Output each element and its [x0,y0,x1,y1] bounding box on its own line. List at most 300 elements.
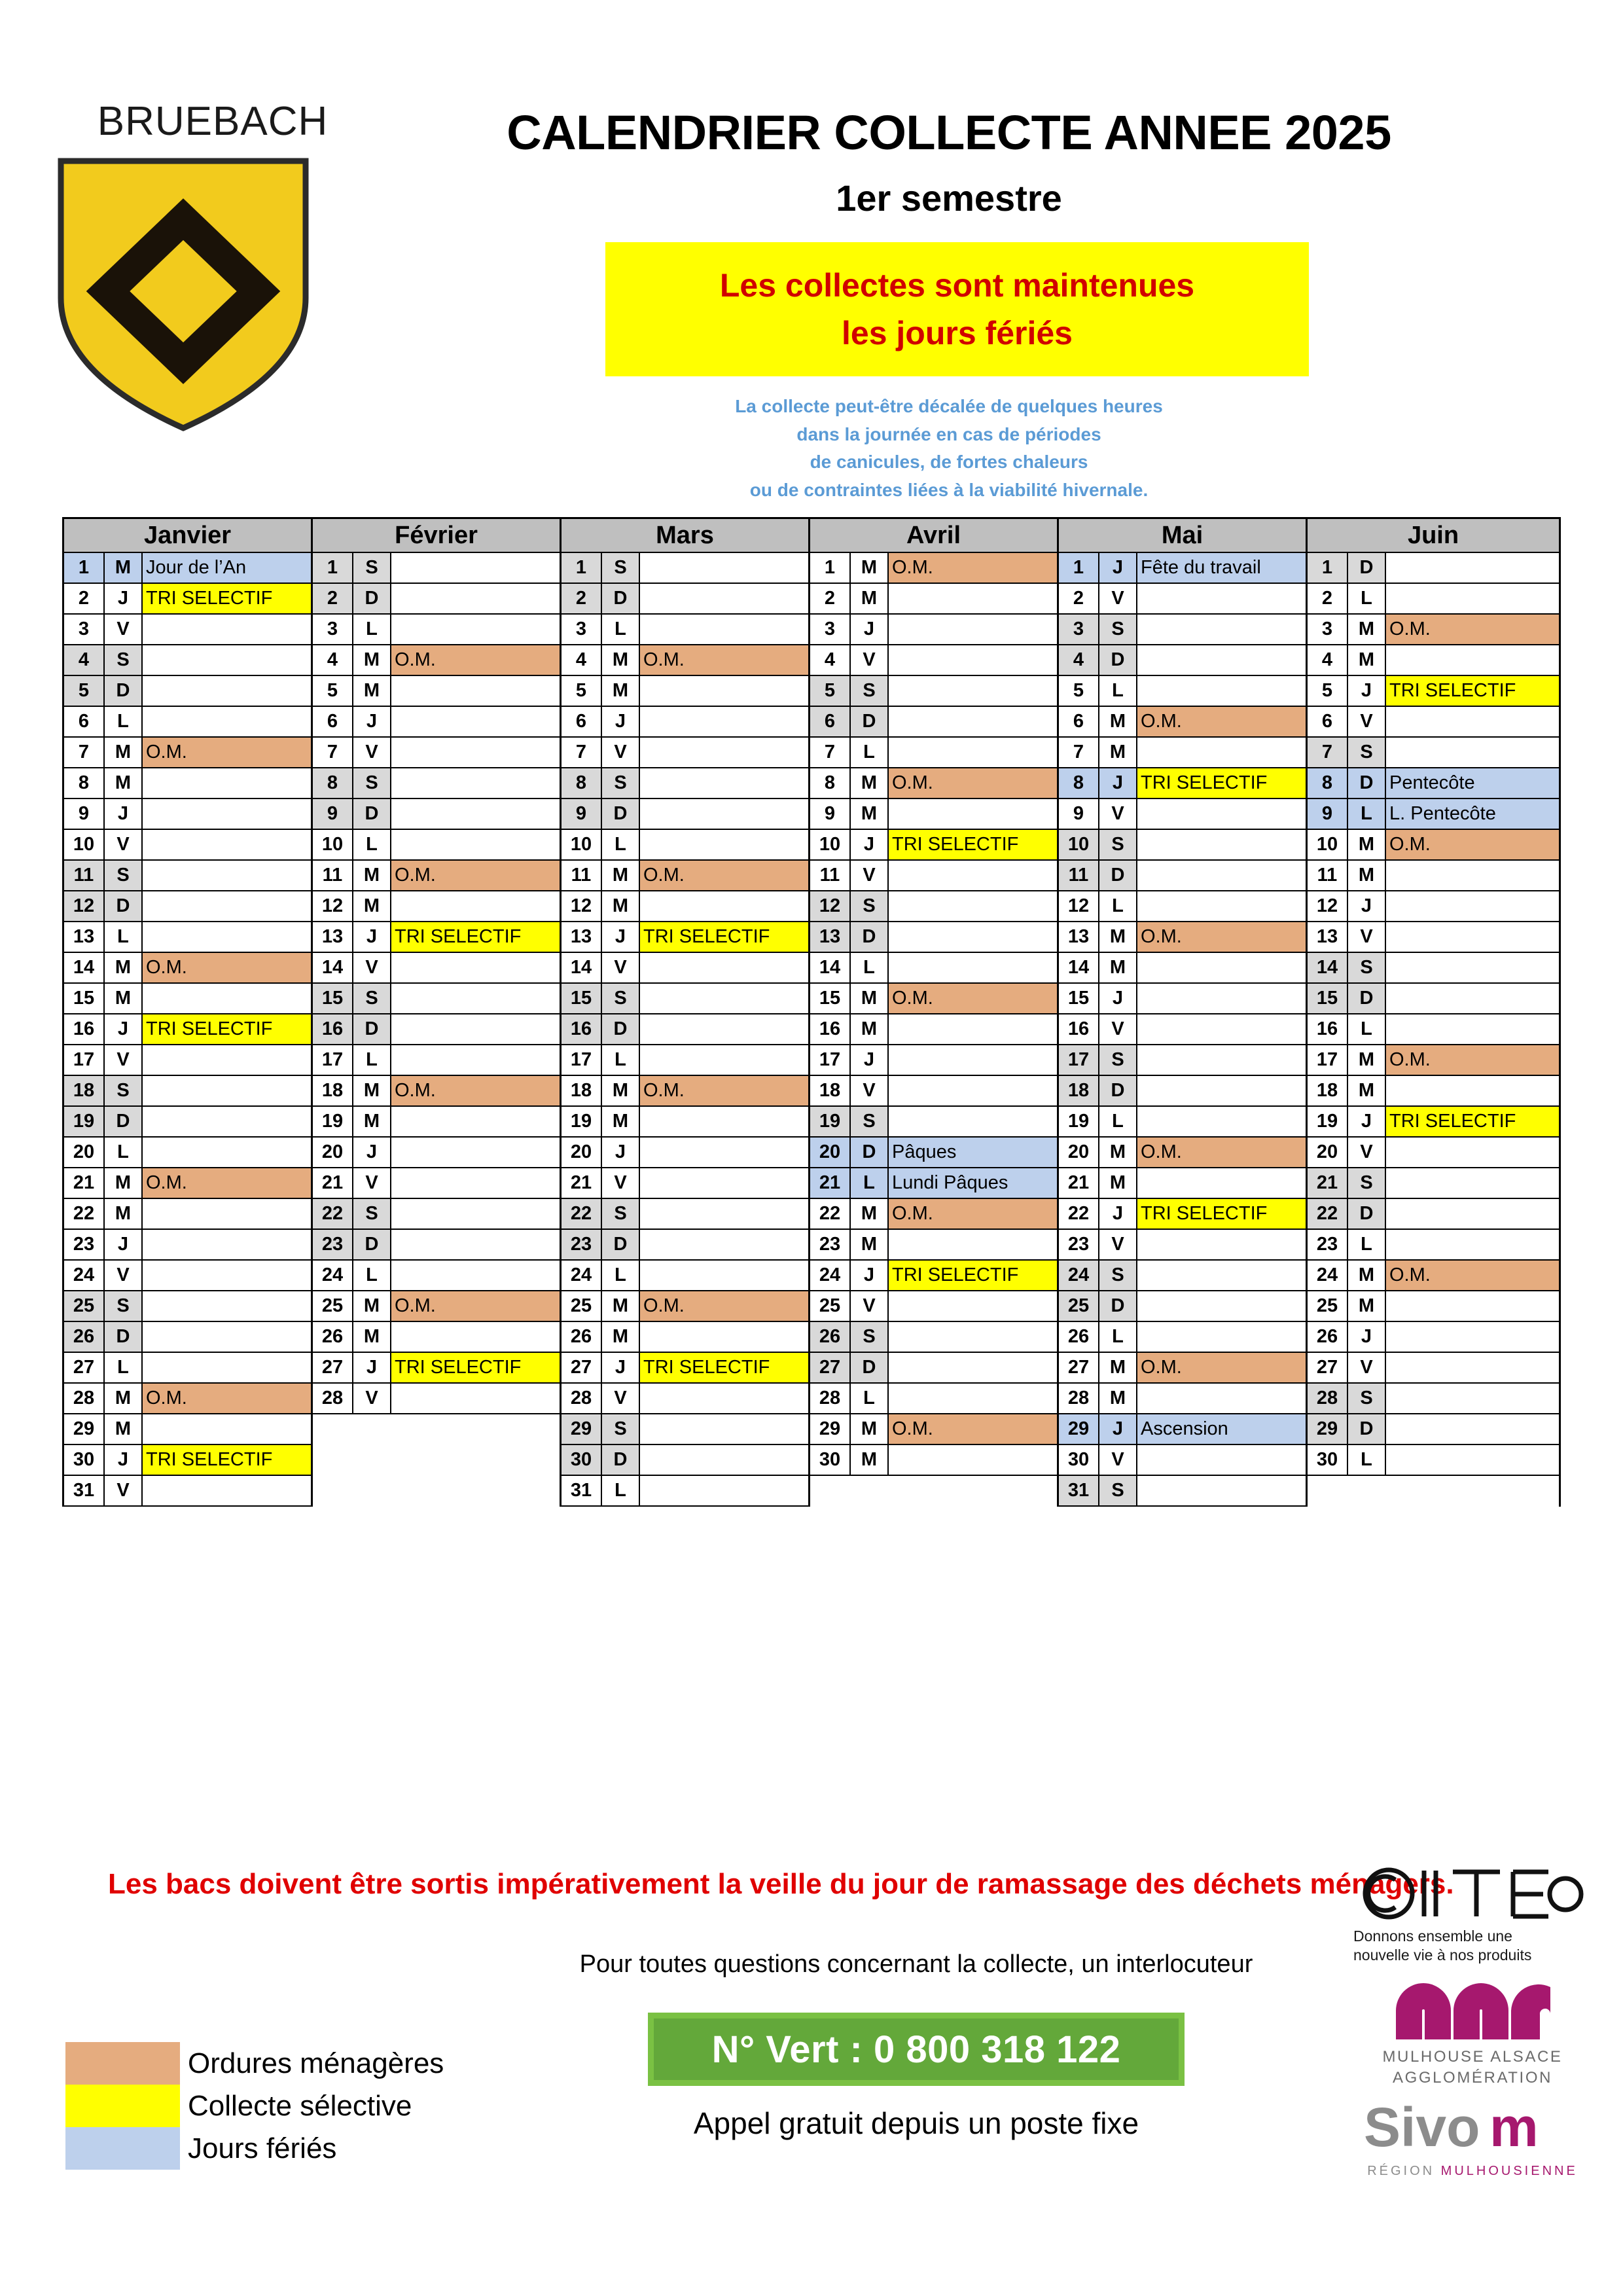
day-event: O.M. [143,738,311,767]
day-row [810,645,1057,676]
day-number: 26 [1059,1322,1099,1352]
day-of-week: M [353,1076,391,1105]
day-event [889,1045,1057,1075]
day-row [1308,645,1559,676]
day-number: 24 [313,1261,353,1290]
day-of-week: L [602,1261,640,1290]
day-number: 15 [64,984,105,1013]
day-of-week: M [105,984,143,1013]
day-row [1308,1076,1559,1107]
day-row [1308,768,1559,799]
day-event [889,1107,1057,1136]
day-event: Pâques [889,1138,1057,1167]
day-event [143,891,311,921]
day-row [313,1353,560,1384]
day-row [1059,1476,1306,1507]
legend-label: Jours fériés [188,2132,337,2164]
day-of-week: S [851,1322,889,1352]
day-row [1059,830,1306,861]
day-of-week: D [353,1230,391,1259]
month-header: Février [313,519,560,553]
day-of-week: L [1099,1107,1137,1136]
green-number-box[interactable] [648,2013,1185,2086]
day-number: 3 [810,615,851,644]
day-row [313,768,560,799]
day-number: 16 [1059,1014,1099,1044]
day-number: 22 [562,1199,602,1229]
day-row [313,953,560,984]
day-of-week: D [1099,645,1137,675]
sivom-mulhousienne: MULHOUSIENNE [1440,2164,1578,2179]
day-row [313,799,560,830]
day-row [64,1322,311,1353]
day-of-week: J [1099,768,1137,798]
month-header: Janvier [64,519,311,553]
day-of-week: M [602,861,640,890]
day-number: 30 [64,1445,105,1475]
day-row [1059,645,1306,676]
day-event [1386,1291,1559,1321]
day-event [391,891,560,921]
day-number: 9 [1059,799,1099,829]
day-of-week: M [602,645,640,675]
day-row [1059,861,1306,891]
day-number: 11 [313,861,353,890]
day-event: O.M. [1386,830,1559,859]
month-header: Juin [1308,519,1559,553]
legend-row [65,2042,563,2085]
day-row [1308,922,1559,953]
day-number: 1 [313,553,353,583]
day-of-week: S [602,553,640,583]
day-of-week: V [105,830,143,859]
day-number: 22 [313,1199,353,1229]
day-number: 26 [313,1322,353,1352]
day-event: O.M. [1386,1045,1559,1075]
day-event [889,1014,1057,1044]
day-row [1308,1261,1559,1291]
empty-row [810,1476,1057,1507]
day-row [313,861,560,891]
day-event [889,676,1057,706]
day-event [1386,645,1559,675]
day-event: Jour de l’An [143,553,311,583]
day-of-week: M [602,1076,640,1105]
day-number: 20 [1308,1138,1348,1167]
day-event [889,861,1057,890]
day-number: 5 [810,676,851,706]
day-event [1386,1168,1559,1198]
day-event [391,1168,560,1198]
day-number: 25 [562,1291,602,1321]
day-of-week: S [602,984,640,1013]
day-of-week: M [851,1230,889,1259]
day-of-week: M [353,1322,391,1352]
day-event: TRI SELECTIF [640,1353,808,1382]
day-event [391,1107,560,1136]
day-of-week: S [1099,1045,1137,1075]
day-row [64,953,311,984]
day-of-week: L [851,1384,889,1413]
day-of-week: D [105,1322,143,1352]
day-row [64,1107,311,1138]
day-number: 23 [810,1230,851,1259]
day-of-week: M [851,1199,889,1229]
day-number [313,1476,353,1507]
day-row [64,830,311,861]
day-number: 2 [562,584,602,613]
day-row [313,645,560,676]
day-event [640,1045,808,1075]
day-row [64,799,311,830]
day-event [889,1353,1057,1382]
day-event [640,1414,808,1444]
day-number: 14 [64,953,105,982]
legend-label: Collecte sélective [188,2089,412,2122]
day-number: 23 [1308,1230,1348,1259]
day-of-week: M [602,676,640,706]
day-event [889,1322,1057,1352]
day-number: 8 [1059,768,1099,798]
day-number: 1 [1308,553,1348,583]
day-row [562,1414,808,1445]
day-row [810,984,1057,1014]
day-of-week: L [1348,799,1386,829]
day-of-week: J [1348,676,1386,706]
sivom-wordmark [1361,2096,1584,2159]
day-event [1137,738,1306,767]
day-number: 18 [64,1076,105,1105]
day-number: 13 [1308,922,1348,952]
day-row [562,1445,808,1476]
day-number: 30 [1059,1445,1099,1475]
day-event [391,738,560,767]
day-event [1386,891,1559,921]
day-row [1308,1353,1559,1384]
day-number: 31 [64,1476,105,1505]
day-event [1386,984,1559,1013]
day-row [810,1076,1057,1107]
day-of-week: V [602,738,640,767]
day-row [1059,891,1306,922]
heatwave-note-line-1: La collecte peut-être décalée de quelques heures [735,396,1163,416]
day-of-week: V [1099,1445,1137,1475]
contact-line: Pour toutes questions concernant la collecte, un interlocuteur [579,1950,1253,1978]
day-row [810,861,1057,891]
day-event [1137,984,1306,1013]
day-number: 29 [1059,1414,1099,1444]
day-of-week: D [353,799,391,829]
day-of-week: M [1099,953,1137,982]
day-of-week: J [105,1445,143,1475]
day-number: 14 [1059,953,1099,982]
day-row [1308,1414,1559,1445]
day-number: 26 [562,1322,602,1352]
day-number [1308,1476,1348,1507]
day-of-week: S [353,984,391,1013]
day-row [313,1014,560,1045]
day-row [1308,891,1559,922]
day-of-week: S [851,1107,889,1136]
day-row [562,984,808,1014]
day-number: 13 [562,922,602,952]
day-row [64,891,311,922]
day-event [1386,738,1559,767]
day-row [1308,1107,1559,1138]
day-row [562,891,808,922]
day-event [1137,1261,1306,1290]
day-event [391,615,560,644]
day-of-week: M [105,738,143,767]
day-event [143,830,311,859]
day-number: 14 [1308,953,1348,982]
day-number: 19 [810,1107,851,1136]
day-of-week [353,1414,391,1445]
m2a-logo [1348,1981,1597,2089]
day-row [810,584,1057,615]
day-event [391,707,560,736]
day-event [1386,1076,1559,1105]
day-event [640,1322,808,1352]
day-of-week: M [851,553,889,583]
day-number: 29 [64,1414,105,1444]
banner-line-2: les jours fériés [842,314,1073,351]
day-event [1386,953,1559,982]
day-event [1386,584,1559,613]
day-event [889,738,1057,767]
day-number: 11 [810,861,851,890]
day-of-week: J [1099,1199,1137,1229]
day-of-week: M [1348,830,1386,859]
day-of-week: L [602,830,640,859]
day-number: 16 [810,1014,851,1044]
m2a-name-line-1: MULHOUSE ALSACE [1382,2047,1563,2066]
day-row [1308,861,1559,891]
day-row [313,984,560,1014]
heatwave-note [458,393,1440,504]
day-number: 9 [562,799,602,829]
day-event: O.M. [1137,922,1306,952]
day-row [810,768,1057,799]
day-row [1308,584,1559,615]
day-event [143,1476,311,1505]
day-number: 24 [1059,1261,1099,1290]
day-number: 30 [1308,1445,1348,1475]
day-number: 6 [810,707,851,736]
day-of-week [353,1445,391,1476]
bruebach-coat-of-arms [56,157,311,432]
day-row [64,1014,311,1045]
day-event: O.M. [1137,1353,1306,1382]
day-of-week: M [851,768,889,798]
day-number: 21 [1308,1168,1348,1198]
day-number: 10 [64,830,105,859]
day-event [143,1076,311,1105]
day-event [143,1353,311,1382]
day-row [810,1168,1057,1199]
day-number: 24 [64,1261,105,1290]
day-number: 10 [1308,830,1348,859]
day-event [391,1322,560,1352]
day-event [143,1138,311,1167]
day-row [313,676,560,707]
day-row [562,584,808,615]
day-event [1137,1445,1306,1475]
m2a-arch-mark [1391,1981,1554,2041]
day-row [64,1168,311,1199]
day-event [889,1445,1057,1475]
day-of-week: S [851,676,889,706]
day-number [810,1476,851,1507]
day-event: O.M. [143,1168,311,1198]
day-row [1308,738,1559,768]
day-event [143,1291,311,1321]
day-number: 15 [810,984,851,1013]
day-row [313,584,560,615]
day-row [810,799,1057,830]
day-of-week: M [353,861,391,890]
day-number: 7 [810,738,851,767]
day-number: 22 [810,1199,851,1229]
day-event [1137,1107,1306,1136]
day-number: 4 [1059,645,1099,675]
day-event [143,645,311,675]
sivom-logo [1348,2096,1597,2179]
day-number: 12 [64,891,105,921]
day-row [1059,1230,1306,1261]
day-number: 28 [1059,1384,1099,1413]
day-of-week: J [1099,984,1137,1013]
day-number: 20 [1059,1138,1099,1167]
day-number: 24 [1308,1261,1348,1290]
day-of-week: D [1348,984,1386,1013]
day-number: 6 [1059,707,1099,736]
page-header [0,0,1623,517]
day-row [562,645,808,676]
day-row [1308,553,1559,584]
day-number: 17 [313,1045,353,1075]
collection-calendar [62,517,1561,1507]
day-event: O.M. [1137,1138,1306,1167]
day-number: 29 [562,1414,602,1444]
day-row [64,1045,311,1076]
day-of-week: V [1099,1014,1137,1044]
day-row [562,1322,808,1353]
day-row [562,953,808,984]
day-event [1386,1353,1559,1382]
day-number: 31 [1059,1476,1099,1505]
day-event [391,1138,560,1167]
day-event [1386,1384,1559,1413]
day-event [889,799,1057,829]
day-number: 19 [64,1107,105,1136]
day-row [1308,1168,1559,1199]
day-number: 17 [1308,1045,1348,1075]
day-of-week: J [105,799,143,829]
day-of-week: D [602,1014,640,1044]
day-of-week: M [105,1168,143,1198]
day-event [889,1230,1057,1259]
day-number: 28 [562,1384,602,1413]
day-of-week: M [1348,1261,1386,1290]
day-row [562,922,808,953]
day-number: 26 [64,1322,105,1352]
day-row [1308,1291,1559,1322]
day-of-week: M [1099,738,1137,767]
day-of-week: J [353,707,391,736]
day-row [562,1014,808,1045]
phone-number[interactable]: N° Vert : 0 800 318 122 [654,2018,1179,2080]
day-of-week: L [105,707,143,736]
day-event [391,799,560,829]
day-event [640,615,808,644]
day-of-week: V [602,1168,640,1198]
day-number: 8 [1308,768,1348,798]
day-event [889,707,1057,736]
day-event [143,1322,311,1352]
day-row [810,830,1057,861]
day-event [391,1476,560,1507]
day-event [1137,799,1306,829]
day-row [1059,1138,1306,1168]
day-number: 22 [64,1199,105,1229]
day-row [810,1291,1057,1322]
day-row [1059,1045,1306,1076]
sivom-region: RÉGION [1367,2164,1435,2179]
day-number: 29 [1308,1414,1348,1444]
day-of-week: D [105,676,143,706]
legend-row [65,2127,563,2170]
day-of-week: M [851,1414,889,1444]
day-event [1386,922,1559,952]
contact-block [497,1950,1335,2141]
day-number: 3 [562,615,602,644]
day-row [1308,615,1559,645]
day-row [1308,1045,1559,1076]
day-of-week: L [1348,1445,1386,1475]
day-event [1137,1076,1306,1105]
day-of-week: S [353,553,391,583]
day-of-week: J [602,1138,640,1167]
empty-row [313,1476,560,1507]
day-event: O.M. [391,1291,560,1321]
day-of-week: M [1099,707,1137,736]
day-row [1059,1353,1306,1384]
day-of-week: S [1348,738,1386,767]
day-row [64,615,311,645]
day-row [64,553,311,584]
day-event: O.M. [143,953,311,982]
day-number: 3 [64,615,105,644]
day-event: O.M. [391,645,560,675]
day-number: 18 [562,1076,602,1105]
day-event [391,1261,560,1290]
day-of-week: S [1348,1168,1386,1198]
day-number: 19 [313,1107,353,1136]
day-event [1137,1014,1306,1044]
day-of-week: L [602,615,640,644]
day-event [640,553,808,583]
day-of-week: M [602,1107,640,1136]
day-of-week: S [1099,1261,1137,1290]
day-event [391,1445,560,1476]
day-number [313,1414,353,1445]
banner-line-1: Les collectes sont maintenues [719,267,1195,304]
month-column [62,517,311,1507]
day-number: 2 [313,584,353,613]
day-row [562,1138,808,1168]
month-column [1306,517,1561,1507]
